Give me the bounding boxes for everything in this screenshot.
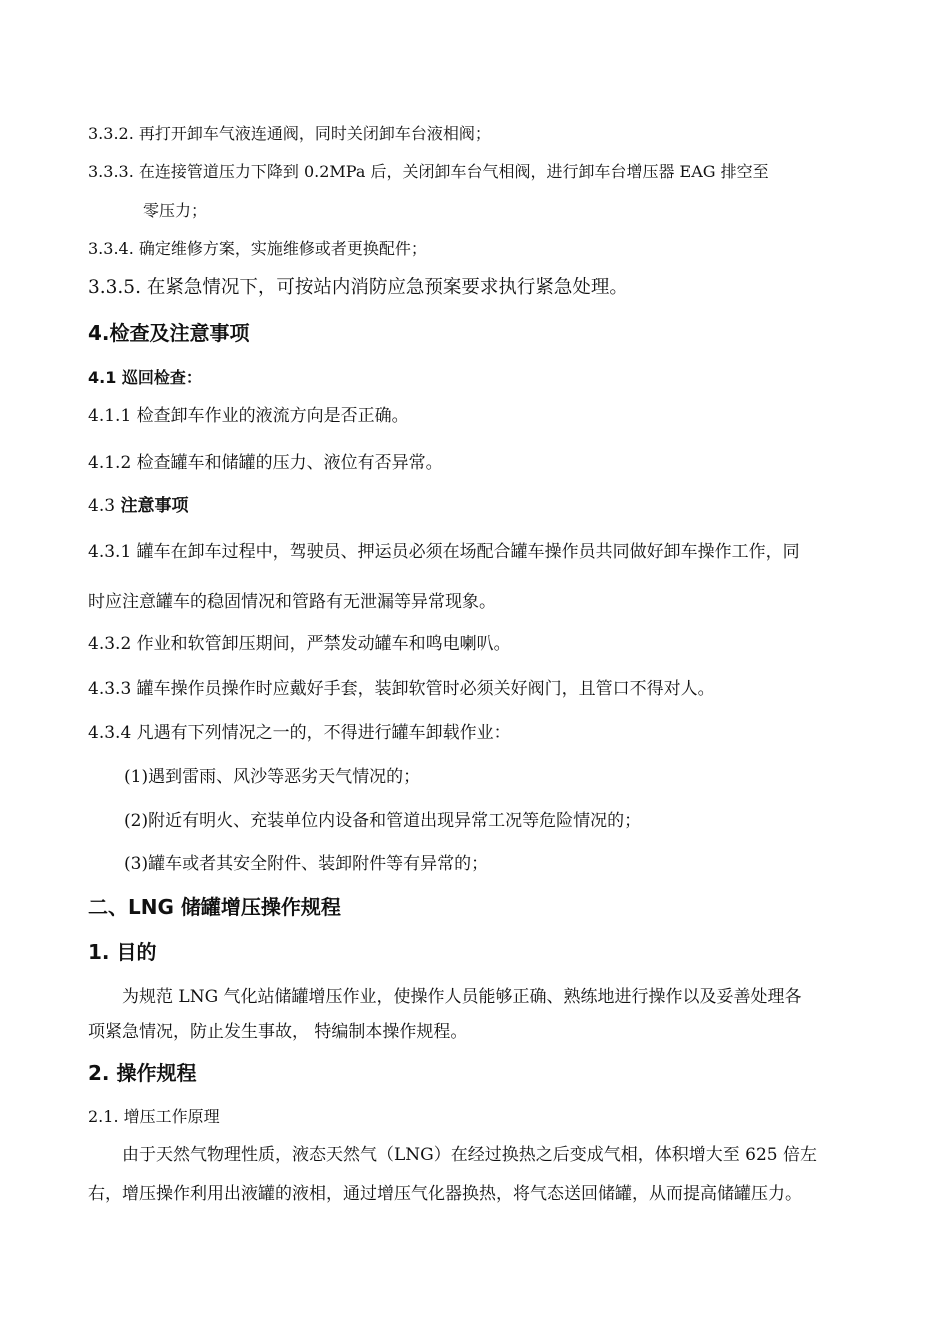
condition-item-3: (3)罐车或者其安全附件、装卸附件等有异常的；: [124, 854, 489, 874]
step-3-3-4: 3.3.4. 确定维修方案，实施维修或者更换配件；: [88, 239, 427, 258]
purpose-paragraph-continued: 项紧急情况，防止发生事故， 特编制本操作规程。: [88, 1022, 468, 1042]
purpose-paragraph: 为规范 LNG 气化站储罐增压作业，使操作人员能够正确、熟练地进行操作以及妥善处理各: [122, 987, 802, 1007]
part-2-heading: 二、LNG 储罐增压操作规程: [88, 895, 341, 919]
subsection-4-1-heading: 4.1 巡回检查：: [88, 368, 202, 387]
principle-paragraph-continued: 右，增压操作利用出液罐的液相，通过增压气化器换热，将气态送回储罐，从而提高储罐压力。: [88, 1184, 802, 1204]
subsection-4-3-heading: [88, 495, 188, 517]
item-4-3-3: 4.3.3 罐车操作员操作时应戴好手套，装卸软管时必须关好阀门，且管口不得对人。: [88, 679, 715, 699]
item-4-3-2: 4.3.2 作业和软管卸压期间，严禁发动罐车和鸣电喇叭。: [88, 634, 511, 654]
purpose-heading: 1. 目的: [88, 940, 157, 964]
subsection-4-3-number: 4.3: [88, 496, 121, 516]
item-4-1-1: 4.1.1 检查卸车作业的液流方向是否正确。: [88, 406, 409, 426]
section-4-heading: 4.检查及注意事项: [88, 321, 250, 345]
condition-item-1: (1)遇到雷雨、风沙等恶劣天气情况的；: [124, 767, 421, 787]
procedure-heading: 2. 操作规程: [88, 1061, 197, 1085]
step-3-3-3-continued: 零压力；: [143, 201, 208, 220]
step-3-3-2: 3.3.2. 再打开卸车气液连通阀，同时关闭卸车台液相阀；: [88, 124, 491, 143]
subsection-4-3-title: 注意事项: [120, 496, 189, 516]
item-4-3-1-continued: 时应注意罐车的稳固情况和管路有无泄漏等异常现象。: [88, 592, 496, 612]
item-2-1: 2.1. 增压工作原理: [88, 1107, 220, 1126]
condition-item-2: (2)附近有明火、充装单位内设备和管道出现异常工况等危险情况的；: [124, 811, 642, 831]
item-4-3-1: 4.3.1 罐车在卸车过程中，驾驶员、押运员必须在场配合罐车操作员共同做好卸车操作工作，同: [88, 542, 800, 562]
step-3-3-5: 3.3.5. 在紧急情况下，可按站内消防应急预案要求执行紧急处理。: [88, 277, 628, 298]
item-4-3-4: 4.3.4 凡遇有下列情况之一的，不得进行罐车卸载作业：: [88, 723, 511, 743]
item-4-1-2: 4.1.2 检查罐车和储罐的压力、液位有否异常。: [88, 453, 443, 473]
step-3-3-3: 3.3.3. 在连接管道压力下降到 0.2MPa 后，关闭卸车台气相阀，进行卸车台增压器 EAG 排空至: [88, 162, 769, 181]
principle-paragraph: 由于天然气物理性质，液态天然气（LNG）在经过换热之后变成气相，体积增大至 625 倍左: [122, 1145, 817, 1165]
